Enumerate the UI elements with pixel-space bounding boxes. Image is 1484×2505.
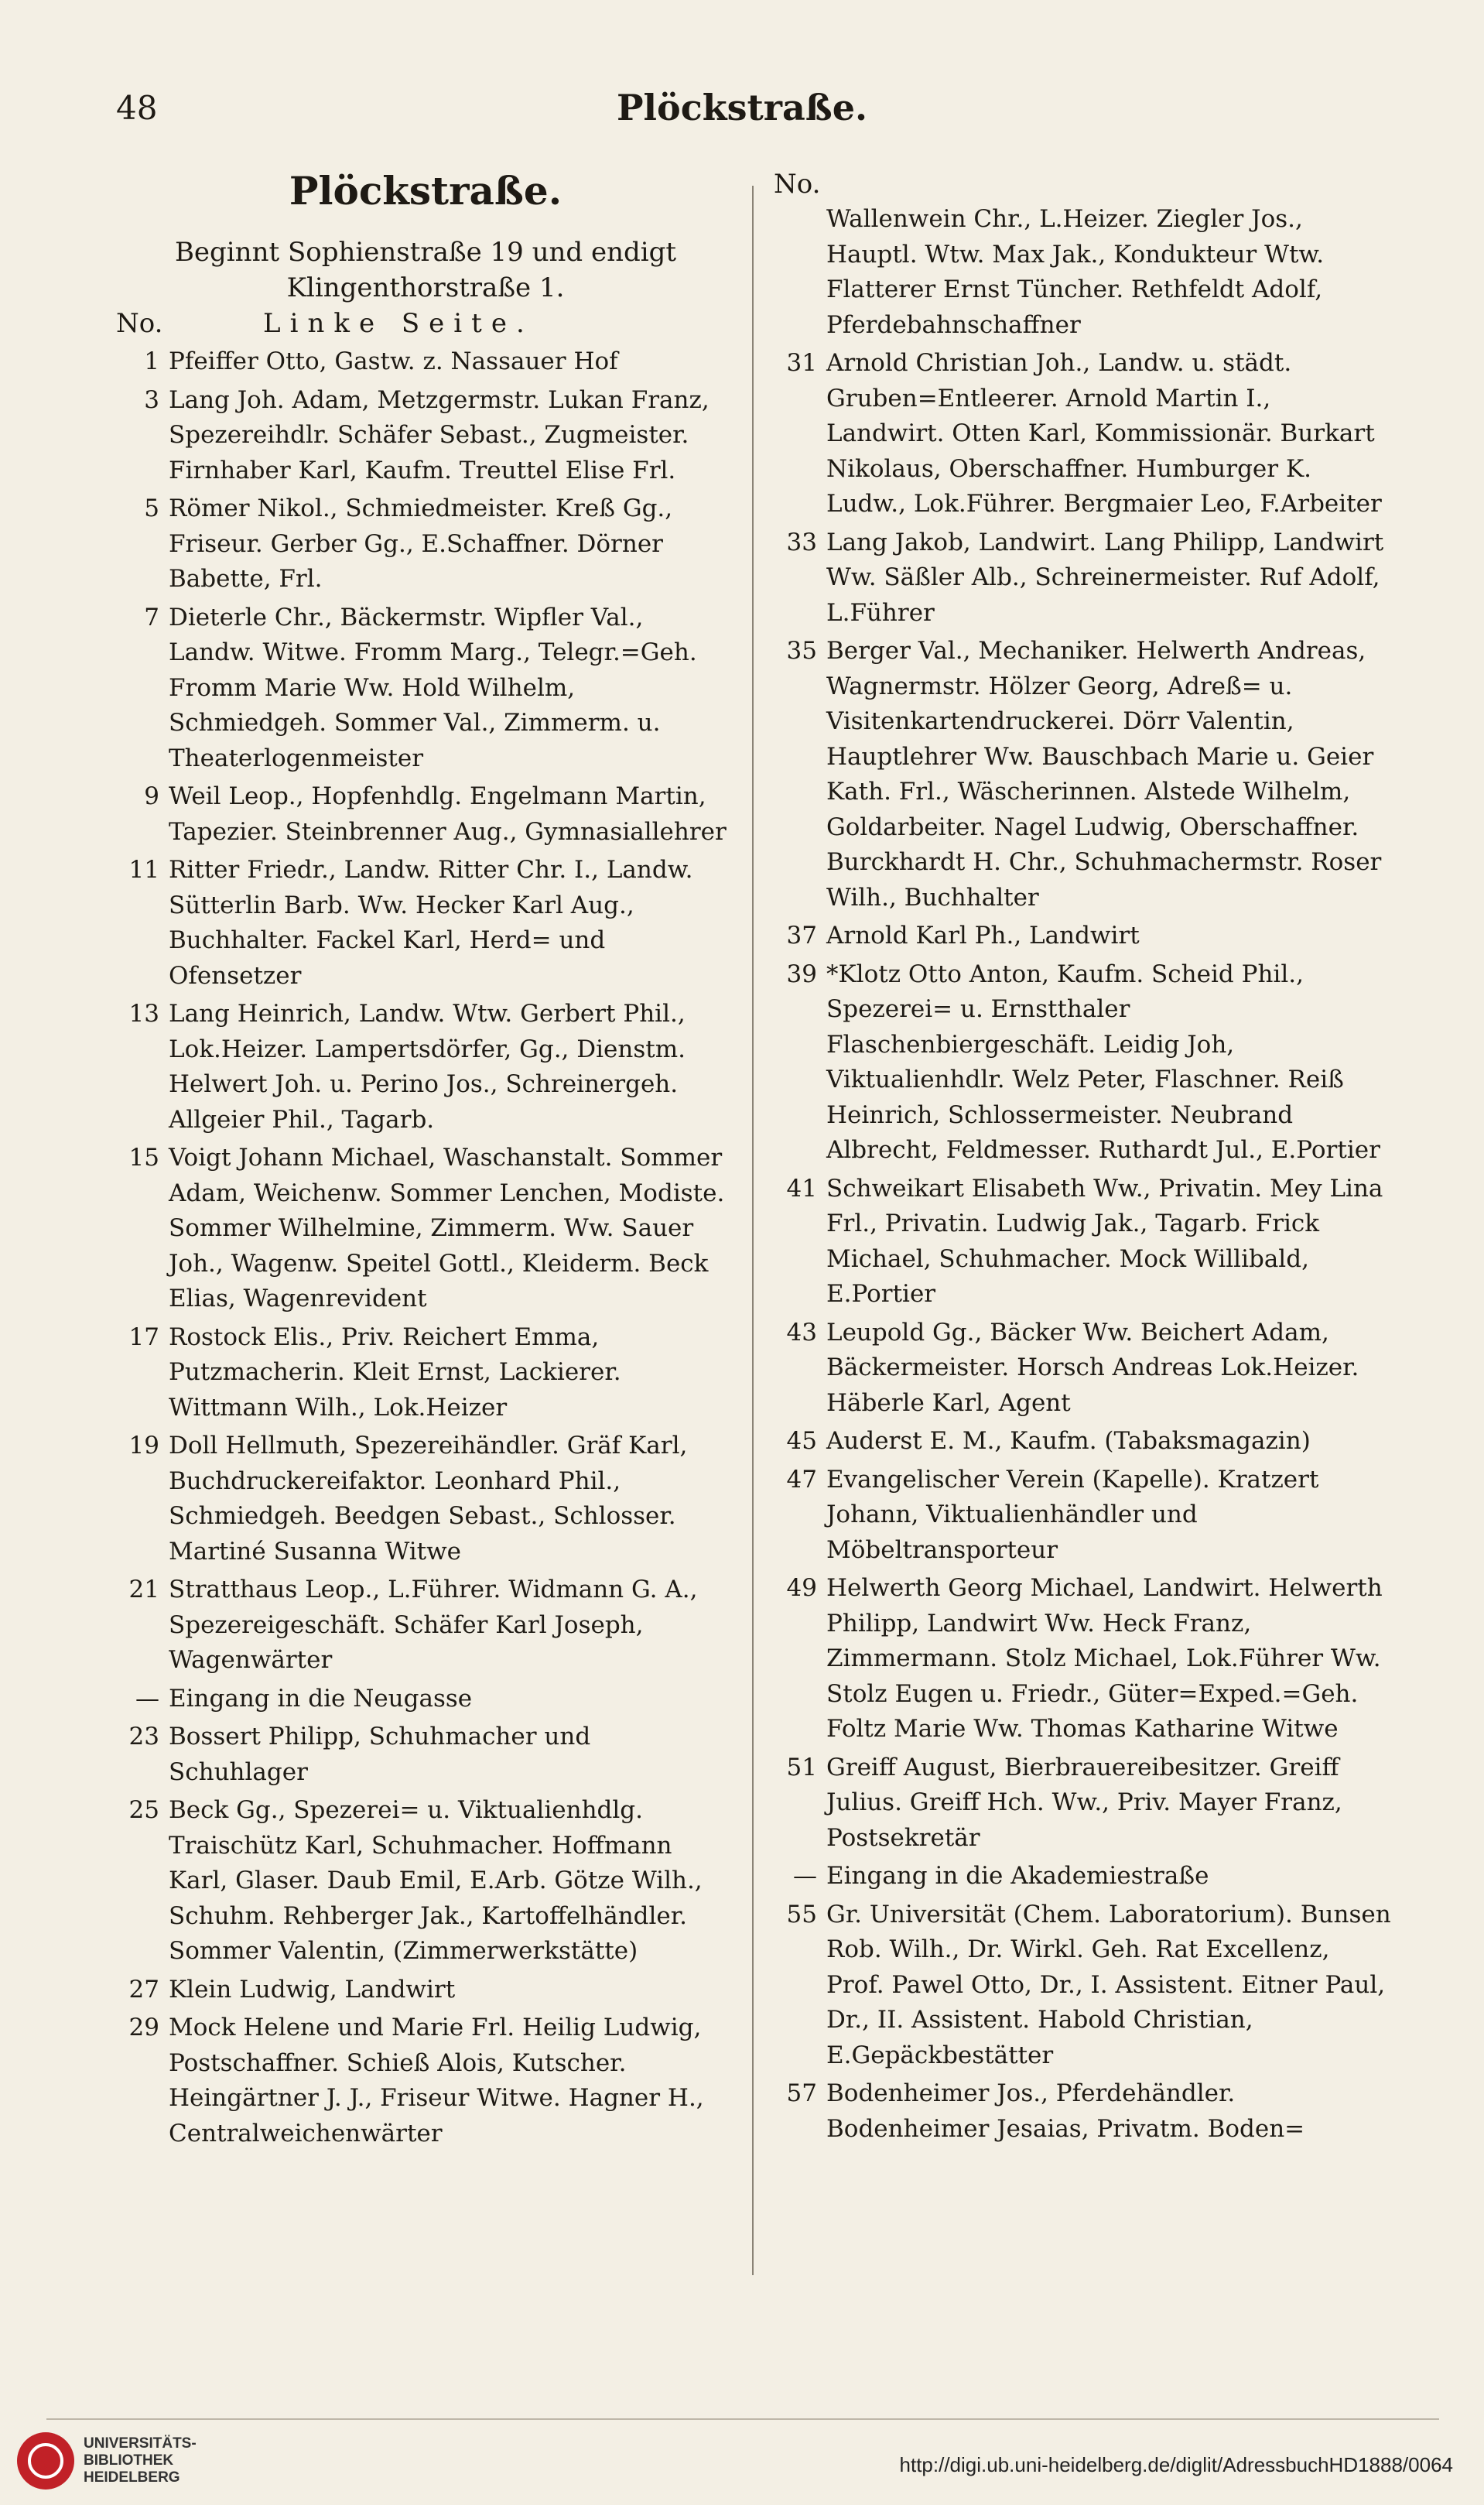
- house-number: 55: [786, 1900, 817, 1928]
- address-entry: [116, 1973, 735, 2008]
- address-entry: [774, 919, 1393, 954]
- house-number: 3: [144, 385, 159, 414]
- house-number: 11: [128, 856, 159, 884]
- resident-text: Helwerth Georg Michael, Landwirt. Helwerth Philipp, Landwirt Ww. Heck Franz, Zimmermann. Stolz Michael, Lok.Führer Ww. Stolz Eugen u. Friedr., Güter=Exped.=Geh. Foltz Marie Ww. Thomas Katharine Witwe: [826, 1574, 1383, 1743]
- address-entry: [774, 1463, 1393, 1569]
- house-number: 27: [128, 1975, 159, 2004]
- house-number: 35: [786, 637, 817, 665]
- resident-text: Evangelischer Verein (Kapelle). Kratzert Johann, Viktualienhändler und Möbeltransporteur: [826, 1465, 1319, 1564]
- house-number: —: [135, 1684, 159, 1713]
- footer-rule: [46, 2418, 1439, 2420]
- address-entry: [116, 2011, 735, 2151]
- address-entry: [774, 1424, 1393, 1460]
- house-number: 39: [786, 960, 817, 988]
- address-entry: [774, 1898, 1393, 2074]
- house-number: 29: [128, 2014, 159, 2041]
- house-number: 37: [786, 922, 817, 950]
- column-label-right: No.: [774, 169, 821, 200]
- column-divider: [752, 186, 754, 2275]
- intro-line-2: Klingenthorstraße 1.: [286, 272, 565, 303]
- resident-text: Lang Jakob, Landwirt. Lang Philipp, Landwirt Ww. Säßler Alb., Schreinermeister. Ruf Adolf, L.Führer: [826, 528, 1384, 627]
- address-entry: [116, 1572, 735, 1679]
- address-entry: [774, 634, 1393, 915]
- address-entry: [774, 957, 1393, 1169]
- side-label: Linke Seite.: [263, 308, 534, 339]
- address-entry: [774, 202, 1393, 343]
- address-entry: [116, 1793, 735, 1969]
- resident-text: Schweikart Elisabeth Ww., Privatin. Mey Lina Frl., Privatin. Ludwig Jak., Tagarb. Frick Michael, Schuhmacher. Mock Willibald, E.Portier: [826, 1174, 1383, 1308]
- address-entry: [774, 1750, 1393, 1857]
- resident-text: Greiff August, Bierbrauereibesitzer. Greiff Julius. Greiff Hch. Ww., Priv. Mayer Franz, Postsekretär: [826, 1753, 1342, 1852]
- house-number: 51: [786, 1753, 817, 1781]
- address-entry: [774, 2076, 1393, 2147]
- address-entry: [116, 1720, 735, 1790]
- address-entry: [116, 344, 735, 380]
- address-entry: [116, 853, 735, 994]
- running-head: Plöckstraße.: [616, 87, 868, 128]
- resident-text: Rostock Elis., Priv. Reichert Emma, Putzmacherin. Kleit Ernst, Lackierer. Wittmann Wilh., Lok.Heizer: [169, 1323, 621, 1422]
- house-number: 47: [786, 1465, 817, 1494]
- house-number: 31: [786, 349, 817, 377]
- address-entry: [116, 491, 735, 597]
- resident-text: Stratthaus Leop., L.Führer. Widmann G. A., Spezereigeschäft. Schäfer Karl Joseph, Wagenwärter: [169, 1576, 698, 1674]
- resident-text: Wallenwein Chr., L.Heizer. Ziegler Jos., Hauptl. Wtw. Max Jak., Kondukteur Wtw. Flatterer Ernst Tüncher. Rethfeldt Adolf, Pferdebahnschaffner: [826, 205, 1325, 339]
- resident-text: Ritter Friedr., Landw. Ritter Chr. I., Landw. Sütterlin Barb. Ww. Hecker Karl Aug., Buchhalter. Fackel Karl, Herd= und Ofensetzer: [169, 856, 693, 990]
- house-number: 7: [144, 603, 159, 631]
- address-entry: [116, 1141, 735, 1317]
- address-entry: [774, 525, 1393, 631]
- address-entry: [116, 779, 735, 850]
- resident-text: Dieterle Chr., Bäckermstr. Wipfler Val., Landw. Witwe. Fromm Marg., Telegr.=Geh. Fromm Marie Ww. Hold Wilhelm, Schmiedgeh. Sommer Val., Zimmerm. u. Theaterlogenmeister: [169, 603, 697, 772]
- house-number: 45: [786, 1427, 817, 1455]
- address-entry: [116, 601, 735, 777]
- resident-text: Eingang in die Neugasse: [169, 1684, 473, 1713]
- house-number: 15: [128, 1144, 159, 1172]
- resident-text: Arnold Karl Ph., Landwirt: [826, 922, 1140, 950]
- resident-text: Lang Heinrich, Landw. Wtw. Gerbert Phil., Lok.Heizer. Lampertsdörfer, Gg., Dienstm. Helwert Joh. u. Perino Jos., Schreinergeh. Allgeier Phil., Tagarb.: [169, 1000, 686, 1134]
- resident-text: Pfeiffer Otto, Gastw. z. Nassauer Hof: [169, 347, 618, 375]
- address-entry: [116, 383, 735, 489]
- house-number: 21: [128, 1576, 159, 1603]
- intro-line-1: Beginnt Sophienstraße 19 und endigt: [174, 237, 677, 268]
- resident-text: Eingang in die Akademiestraße: [826, 1862, 1209, 1890]
- resident-text: Bossert Philipp, Schuhmacher und Schuhlager: [169, 1723, 591, 1786]
- address-entry: [774, 1859, 1393, 1894]
- address-entry: [774, 346, 1393, 522]
- side-header: [116, 306, 735, 341]
- address-entry: [116, 1682, 735, 1717]
- resident-text: Bodenheimer Jos., Pferdehändler. Bodenheimer Jesaias, Privatm. Boden=: [826, 2079, 1305, 2143]
- house-number: 1: [144, 347, 159, 375]
- resident-text: Weil Leop., Hopfenhdlg. Engelmann Martin, Tapezier. Steinbrenner Aug., Gymnasiallehrer: [169, 782, 727, 846]
- resident-text: Voigt Johann Michael, Waschanstalt. Sommer Adam, Weichenw. Sommer Lenchen, Modiste. Sommer Wilhelmine, Zimmerm. Ww. Sauer Joh., Wagenw. Speitel Gottl., Kleiderm. Beck Elias, Wagenrevident: [169, 1144, 725, 1312]
- resident-text: Mock Helene und Marie Frl. Heilig Ludwig, Postschaffner. Schieß Alois, Kutscher. Heingärtner J. J., Friseur Witwe. Hagner H., Centralweichenwärter: [169, 2014, 704, 2147]
- address-entry: [774, 1172, 1393, 1312]
- house-number: 5: [144, 494, 159, 522]
- column-label: No.: [116, 308, 163, 339]
- resident-text: Klein Ludwig, Landwirt: [169, 1975, 456, 2004]
- library-logo: [17, 2432, 74, 2490]
- resident-text: Römer Nikol., Schmiedmeister. Kreß Gg., Friseur. Gerber Gg., E.Schaffner. Dörner Babette, Frl.: [169, 494, 673, 593]
- house-number: 49: [786, 1574, 817, 1602]
- address-entry: [774, 1316, 1393, 1422]
- resident-text: Leupold Gg., Bäcker Ww. Beichert Adam, Bäckermeister. Horsch Andreas Lok.Heizer. Häberle Karl, Agent: [826, 1318, 1359, 1417]
- resident-text: Arnold Christian Joh., Landw. u. städt. Gruben=Entleerer. Arnold Martin I., Landwirt. Otten Karl, Kommissionär. Burkart Nikolaus, Oberschaffner. Humburger K. Ludw., Lok.Führer. Bergmaier Leo, F.Arbeiter: [826, 349, 1382, 518]
- source-url-link[interactable]: http://digi.ub.uni-heidelberg.de/diglit/AdressbuchHD1888/0064: [899, 2453, 1453, 2476]
- house-number: 41: [786, 1174, 817, 1203]
- library-name-line-1: UNIVERSITÄTS-: [84, 2435, 197, 2452]
- resident-text: Doll Hellmuth, Spezereihändler. Gräf Karl, Buchdruckereifaktor. Leonhard Phil., Schmiedgeh. Beedgen Sebast., Schlosser. Martiné Susanna Witwe: [169, 1432, 688, 1566]
- library-name-line-2: BIBLIOTHEK: [84, 2452, 174, 2469]
- resident-text: Beck Gg., Spezerei= u. Viktualienhdlg. Traischütz Karl, Schuhmacher. Hoffmann Karl, Glaser. Daub Emil, E.Arb. Götze Wilh., Schuhm. Rehberger Jak., Kartoffelhändler. Sommer Valentin, (Zimmerwerkstätte): [169, 1796, 703, 1965]
- resident-text: Auderst E. M., Kaufm. (Tabaksmagazin): [826, 1427, 1311, 1455]
- house-number: 33: [786, 528, 817, 556]
- left-entry-list: [116, 344, 735, 2151]
- house-number: 13: [128, 1000, 159, 1028]
- house-number: 57: [786, 2079, 817, 2107]
- resident-text: *Klotz Otto Anton, Kaufm. Scheid Phil., Spezerei= u. Ernstthaler Flaschenbiergeschäft. Leidig Joh, Viktualienhdlr. Welz Peter, Flaschner. Reiß Heinrich, Schlossermeister. Neubrand Albrecht, Feldmesser. Ruthardt Jul., E.Portier: [826, 960, 1380, 1164]
- house-number: 9: [144, 782, 159, 810]
- house-number: —: [793, 1862, 817, 1890]
- house-number: 43: [786, 1318, 817, 1347]
- address-entry: [116, 1320, 735, 1426]
- resident-text: Berger Val., Mechaniker. Helwerth Andreas, Wagnermstr. Hölzer Georg, Adreß= u. Visitenkartendruckerei. Dörr Valentin, Hauptlehrer Ww. Bauschbach Marie u. Geier Kath. Frl., Wäscherinnen. Alstede Wilhelm, Goldarbeiter. Nagel Ludwig, Oberschaffner. Burckhardt H. Chr., Schuhmachermstr. Roser Wilh., Buchhalter: [826, 637, 1382, 912]
- left-column: [116, 166, 735, 2154]
- library-name-line-3: HEIDELBERG: [84, 2469, 180, 2486]
- resident-text: Gr. Universität (Chem. Laboratorium). Bunsen Rob. Wilh., Dr. Wirkl. Geh. Rat Excellenz, Prof. Pawel Otto, Dr., I. Assistent. Eitner Paul, Dr., II. Assistent. Habold Christian, E.Gepäckbestätter: [826, 1900, 1391, 2069]
- page-number: 48: [116, 89, 158, 127]
- resident-text: Lang Joh. Adam, Metzgermstr. Lukan Franz, Spezereihdlr. Schäfer Sebast., Zugmeister. Firnhaber Karl, Kaufm. Treuttel Elise Frl.: [169, 385, 710, 484]
- street-title: Plöckstraße.: [289, 168, 562, 214]
- house-number: 17: [128, 1323, 159, 1351]
- house-number: 19: [128, 1432, 159, 1460]
- address-entry: [774, 1571, 1393, 1747]
- right-entry-list: [774, 202, 1393, 2147]
- house-number: 23: [128, 1723, 159, 1750]
- house-number: 25: [128, 1796, 159, 1824]
- library-name: [84, 2435, 197, 2486]
- right-column: [774, 166, 1393, 2150]
- address-entry: [116, 997, 735, 1138]
- address-entry: [116, 1429, 735, 1569]
